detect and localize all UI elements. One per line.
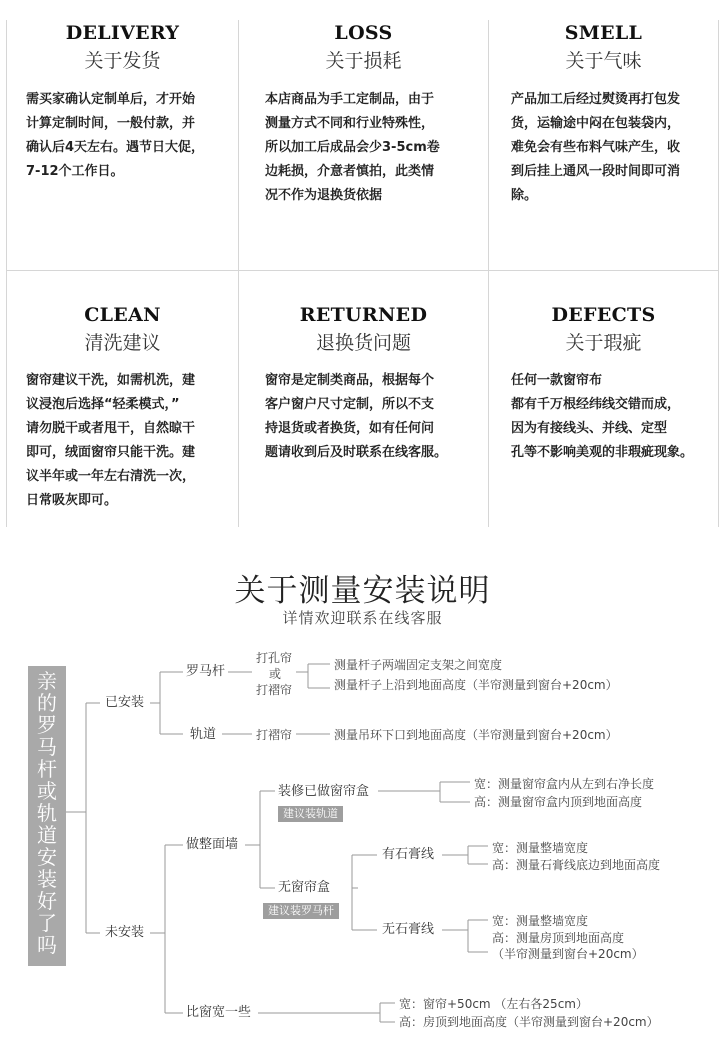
node-plaster: 有石膏线 xyxy=(382,847,435,862)
card-title-en: SMELL xyxy=(564,22,643,44)
card-body: 窗帘建议干洗，如需机洗，建 议浸泡后选择“轻柔模式，” 请勿脱干或者甩干，自然晾干 即可，绒面窗帘只能干洗。建 议半年或一年左右清洗一次， 日常吸灰即可。 xyxy=(26,373,196,508)
track-style: 打褶帘 xyxy=(256,728,293,742)
card-title-zh: 关于发货 xyxy=(84,50,161,72)
card-title-zh: 关于瑕疵 xyxy=(565,332,642,354)
card-title-zh: 退换货问题 xyxy=(315,332,411,354)
root-question-text: 亲的罗马杆或轨道安装好了吗 xyxy=(37,669,57,957)
node-not-installed: 未安装 xyxy=(105,925,145,940)
style-pleated: 打褶帘 xyxy=(256,683,293,697)
card-body: 任何一款窗帘布 都有千万根经纬线交错而成， 因为有接线头、并线、定型 孔等不影响美观的非瑕疵现象。 xyxy=(511,373,694,460)
node-no-box: 无窗帘盒 xyxy=(278,880,331,895)
card-title-en: RETURNED xyxy=(299,304,428,326)
card-title-en: DELIVERY xyxy=(65,22,180,44)
card-title-en: LOSS xyxy=(334,22,393,44)
card-body: 产品加工后经过熨烫再打包发 货，运输途中闷在包装袋内， 难免会有些布料气味产生，收 到后挂上通风一段时间即可消 除。 xyxy=(511,92,681,203)
node-wider: 比窗宽一些 xyxy=(186,1005,252,1020)
wider-height: 高：房顶到地面高度（半帘测量到窗台+20cm） xyxy=(399,1015,659,1029)
node-track: 轨道 xyxy=(190,727,217,742)
rod-desc-width: 测量杆子两端固定支架之间宽度 xyxy=(334,658,503,672)
card-title-zh: 关于损耗 xyxy=(325,50,402,72)
card-title-en: DEFECTS xyxy=(551,304,656,326)
track-desc: 测量吊环下口到地面高度（半帘测量到窗台+20cm） xyxy=(334,728,618,742)
card-body: 本店商品为手工定制品，由于 测量方式不同和行业特殊性， 所以加工后成品会少3-5cm卷 边耗损，介意者慎拍，此类情 况不作为退换货依据 xyxy=(265,92,440,203)
rod-desc-height: 测量杆子上沿到地面高度（半帘测量到窗台+20cm） xyxy=(334,678,618,692)
plaster-width: 宽：测量整墙宽度 xyxy=(492,841,589,855)
card-title-en: CLEAN xyxy=(84,304,161,326)
node-roman-rod: 罗马杆 xyxy=(186,664,226,679)
style-punched: 打孔帘 xyxy=(256,651,293,665)
tag-suggest-track: 建议装轨道 xyxy=(278,806,343,822)
noplaster-width: 宽：测量整墙宽度 xyxy=(492,914,589,928)
tag-suggest-rod: 建议装罗马杆 xyxy=(263,903,339,919)
box-height: 高：测量窗帘盒内顶到地面高度 xyxy=(474,795,643,809)
wider-width: 宽：窗帘+50cm （左右各25cm） xyxy=(399,997,588,1011)
noplaster-note: （半帘测量到窗台+20cm） xyxy=(492,947,644,961)
card-body: 窗帘是定制类商品，根据每个 客户窗户尺寸定制，所以不支 持退货或者换货，如有任何问 题请收到后及时联系在线客服。 xyxy=(265,373,448,460)
node-full-wall: 做整面墙 xyxy=(186,837,239,852)
node-installed: 已安装 xyxy=(105,695,145,710)
guide-subtitle: 详情欢迎联系在线客服 xyxy=(282,609,443,627)
card-body: 需买家确认定制单后，才开始 计算定制时间，一般付款，并 确认后4天左右。遇节日大促， 7-12个工作日。 xyxy=(26,92,205,179)
plaster-height: 高：测量石膏线底边到地面高度 xyxy=(492,858,661,872)
node-no-plaster: 无石膏线 xyxy=(382,922,435,937)
style-or: 或 xyxy=(269,667,282,681)
guide-title: 关于测量安装说明 xyxy=(234,573,491,609)
noplaster-height: 高：测量房顶到地面高度 xyxy=(492,931,625,945)
card-title-zh: 关于气味 xyxy=(565,50,642,72)
node-curtain-box: 装修已做窗帘盒 xyxy=(278,784,370,799)
box-width: 宽：测量窗帘盒内从左到右净长度 xyxy=(474,777,655,791)
card-title-zh: 清洗建议 xyxy=(84,332,161,354)
